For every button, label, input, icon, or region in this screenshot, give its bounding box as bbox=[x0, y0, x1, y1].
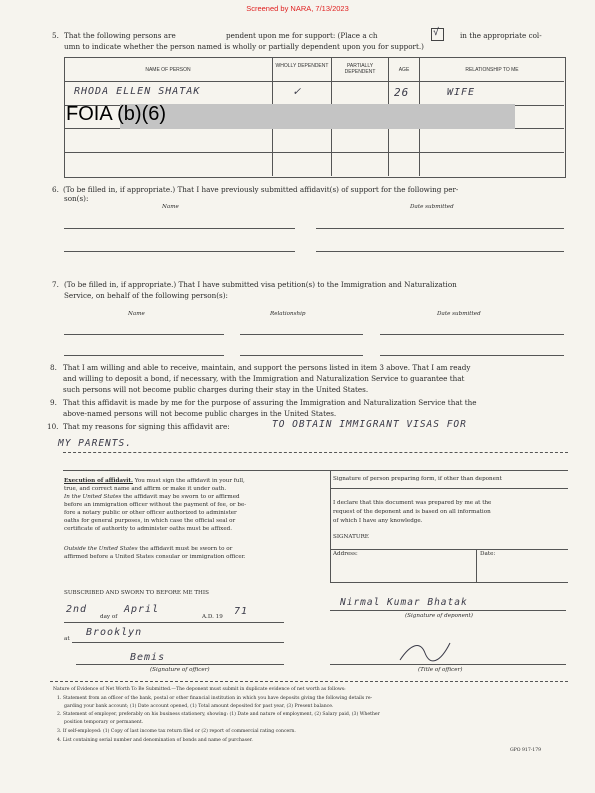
execution-p1: Execution of affidavit. You must sign the affidavit in your full, bbox=[64, 478, 245, 484]
evidence-2b: position temporary or permanent. bbox=[64, 720, 144, 725]
sworn-heading: SUBSCRIBED AND SWORN TO BEFORE ME THIS bbox=[64, 590, 209, 596]
row1-age: 26 bbox=[394, 86, 410, 99]
item7-number: 7. bbox=[52, 280, 59, 289]
item6-text2: son(s): bbox=[64, 194, 89, 203]
execution-p3c: affirmed before a United States consular or immigration officer. bbox=[64, 554, 246, 560]
preparer-signature: SIGNATURE bbox=[333, 534, 369, 540]
item10-hand2: MY PARENTS. bbox=[58, 438, 132, 449]
sworn-ad: A.D. 19 bbox=[202, 614, 223, 620]
header-age: AGE bbox=[398, 67, 410, 73]
evidence-1b: garding your bank account; (1) Date account opened, (1) Total amount deposited for past year, (3) Present balance. bbox=[64, 704, 334, 709]
sworn-at: at bbox=[64, 636, 70, 642]
sworn-day-hand: 2nd bbox=[66, 604, 88, 615]
check-mark: √ bbox=[433, 27, 441, 38]
row1-relationship: WIFE bbox=[447, 87, 476, 98]
sworn-place-hand: Brooklyn bbox=[86, 627, 143, 638]
item5-line1b: pendent upon me for support: (Place a ch bbox=[226, 31, 378, 40]
redaction-label: FOIA (b)(6) bbox=[66, 103, 167, 125]
screening-stamp: Screened by NARA, 7/13/2023 bbox=[246, 4, 349, 13]
execution-p2f: certificate of authority to administer oaths must be affixed. bbox=[64, 526, 232, 532]
item6-number: 6. bbox=[52, 185, 59, 194]
execution-p2e: oaths for general purposes, in which case the official seal or bbox=[64, 518, 236, 524]
item7-col-name: Name bbox=[128, 311, 145, 317]
item6-col-date: Date submitted bbox=[410, 204, 454, 210]
redaction-bar bbox=[120, 104, 515, 129]
officer-title-scribble bbox=[395, 635, 455, 665]
preparer-address: Address: bbox=[333, 551, 358, 557]
item10-label: That my reasons for signing this affidavit are: bbox=[63, 422, 230, 431]
evidence-3: 3. If self-employed: (1) Copy of last income tax return filed or (2) report of commercial rating concern. bbox=[57, 729, 296, 734]
row1-wholly: ✓ bbox=[293, 84, 302, 98]
preparer-date: Date: bbox=[480, 551, 496, 557]
deponent-signature-hand: Nirmal Kumar Bhatak bbox=[340, 597, 468, 608]
evidence-4: 4. List containing serial number and denomination of bonds and name of purchaser. bbox=[57, 738, 253, 743]
item7-text1: (To be filled in, if appropriate.) That I have submitted visa petition(s) to the Immigration and Naturalization bbox=[64, 280, 457, 289]
item6-col-name: Name bbox=[162, 204, 179, 210]
item7-text2: Service, on behalf of the following person(s): bbox=[64, 291, 228, 300]
execution-p2a: In the United States the affidavit may be sworn to or affirmed bbox=[64, 494, 240, 500]
preparer-decl1: I declare that this document was prepared by me at the bbox=[333, 500, 492, 506]
preparer-heading: Signature of person preparing form, if other than deponent bbox=[333, 476, 502, 482]
item5-line1c: in the appropriate col- bbox=[460, 31, 542, 40]
officer-signature-hand: Bemis bbox=[130, 652, 166, 663]
header-partially: PARTIALLY DEPENDENT bbox=[344, 63, 376, 75]
execution-p2d: fore a notary public or other officer authorized to administer bbox=[64, 510, 237, 516]
item9-line1: That this affidavit is made by me for the purpose of assuring the Immigration and Naturalization Service that the bbox=[63, 398, 477, 407]
officer-signature-label: (Signature of officer) bbox=[150, 667, 210, 673]
item5-line2: umn to indicate whether the person named is wholly or partially dependent upon you for support.) bbox=[64, 42, 424, 51]
officer-title-label: (Title of officer) bbox=[418, 667, 463, 673]
header-wholly: WHOLLY DEPENDENT bbox=[275, 63, 329, 69]
execution-p3a: Outside the United States the affidavit must be sworn to or bbox=[64, 546, 233, 552]
sworn-year-hand: 71 bbox=[234, 606, 249, 617]
header-name: NAME OF PERSON bbox=[145, 67, 191, 73]
sworn-day-label: day of bbox=[100, 614, 118, 620]
execution-p1b: true, and correct name and affirm or make it under oath. bbox=[64, 486, 227, 492]
item8-line3: such persons will not become public charges during their stay in the United States. bbox=[63, 385, 369, 394]
item5-line1a: That the following persons are bbox=[64, 31, 176, 40]
item8-line1: That I am willing and able to receive, maintain, and support the persons listed in item 3 above. That I am ready bbox=[63, 363, 471, 372]
deponent-signature-label: (Signature of deponent) bbox=[405, 613, 473, 619]
sworn-month-hand: April bbox=[124, 604, 160, 615]
item5-inline-redaction bbox=[195, 30, 225, 40]
item10-hand1: TO OBTAIN IMMIGRANT VISAS FOR bbox=[272, 419, 467, 430]
preparer-decl3: of which I have any knowledge. bbox=[333, 518, 423, 524]
item7-col-date: Date submitted bbox=[437, 311, 481, 317]
evidence-heading: Nature of Evidence of Net Worth To Be Submitted.—The deponent must submit in duplicate evidence of net worth as follows: bbox=[53, 687, 346, 692]
item6-text1: (To be filled in, if appropriate.) That I have previously submitted affidavit(s) of support for the following per- bbox=[63, 185, 459, 194]
row1-name: RHODA ELLEN SHATAK bbox=[74, 86, 201, 97]
header-relationship: RELATIONSHIP TO ME bbox=[465, 67, 519, 73]
evidence-2a: 2. Statement of employer, preferably on his business stationery, showing: (1) Date and nature of employment, (2) Salary paid, (3) Whether bbox=[57, 712, 380, 717]
item5-number: 5. bbox=[52, 31, 59, 40]
preparer-decl2: request of the deponent and is based on all information bbox=[333, 509, 491, 515]
gpo-code: GPO 917-179 bbox=[510, 748, 542, 753]
item9-number: 9. bbox=[50, 398, 57, 407]
item9-line2: above-named persons will not become public charges in the United States. bbox=[63, 409, 337, 418]
item8-number: 8. bbox=[50, 363, 57, 372]
item10-number: 10. bbox=[47, 422, 59, 431]
item8-line2: and willing to deposit a bond, if necessary, with the Immigration and Naturalization Service to guarantee that bbox=[63, 374, 465, 383]
evidence-1a: 1. Statement from an officer of the bank, postal or other financial institution in which you have deposits giving the following details re- bbox=[57, 696, 373, 701]
execution-p2c: before an immigration officer without the payment of fee, or be- bbox=[64, 502, 247, 508]
item7-col-relationship: Relationship bbox=[270, 311, 306, 317]
